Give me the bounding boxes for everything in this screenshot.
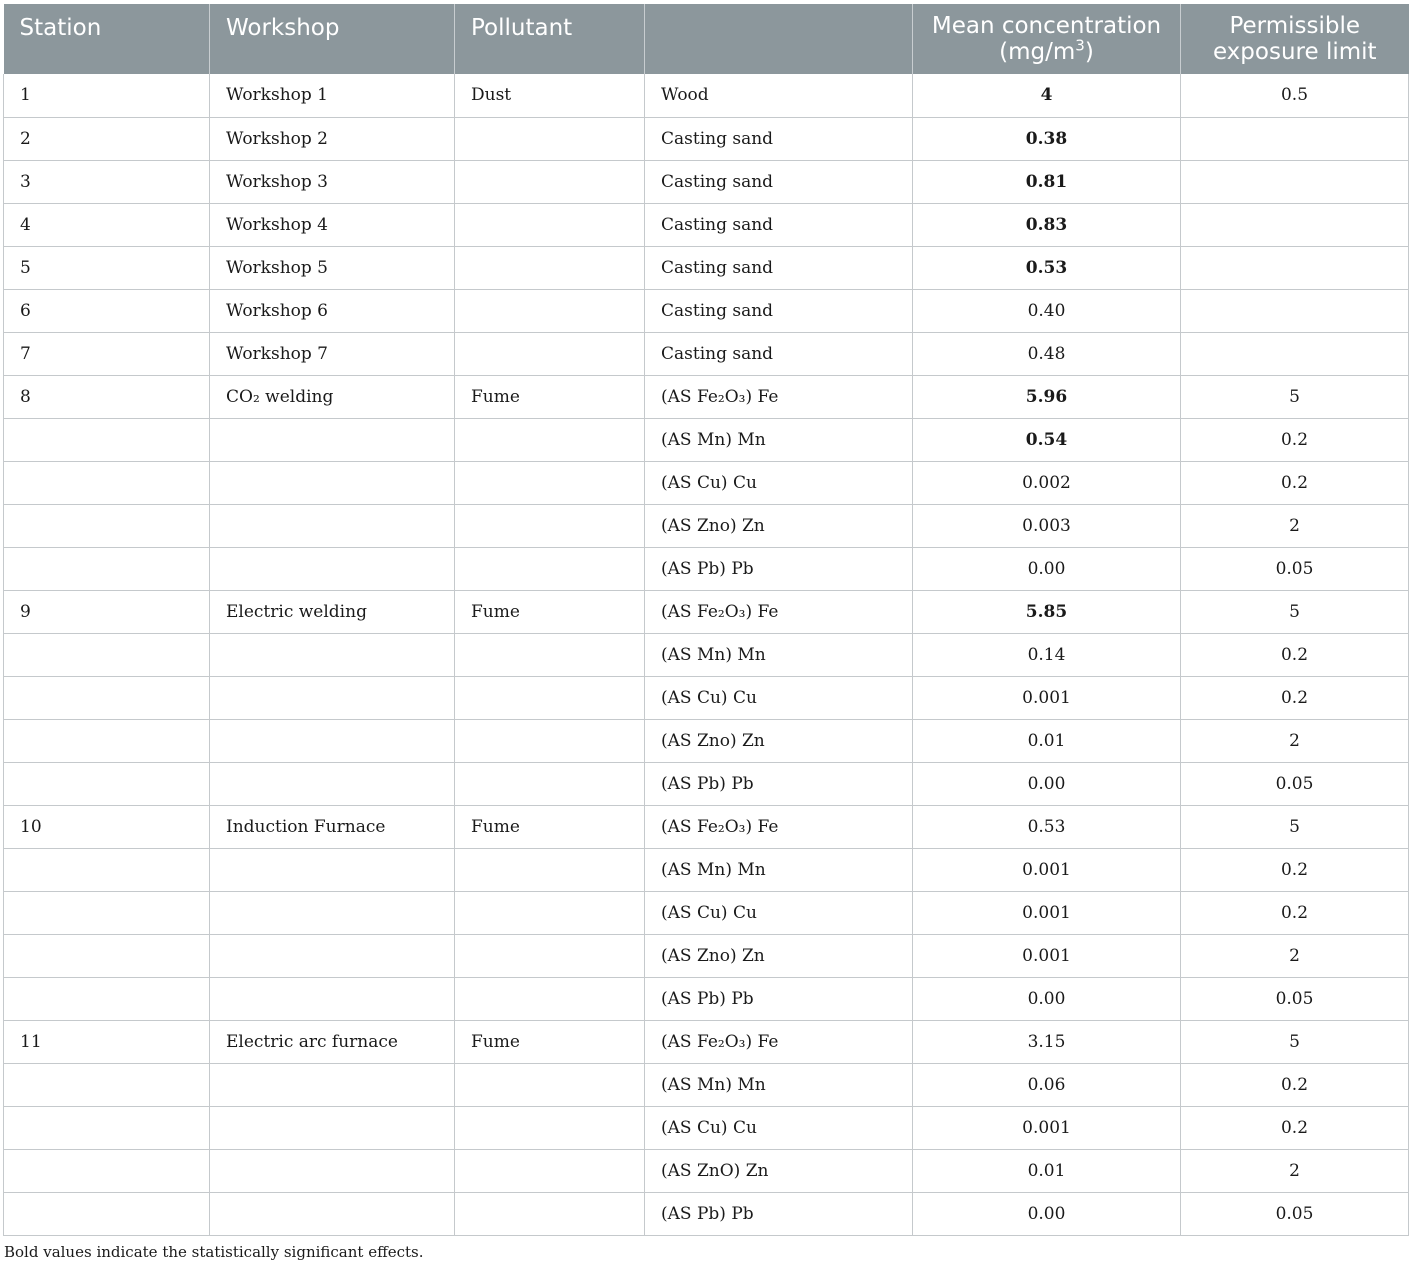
cell-station	[4, 762, 210, 805]
table-row	[4, 375, 1409, 418]
table-body	[4, 74, 1409, 1235]
cell-station	[4, 934, 210, 977]
cell-station: 7	[4, 332, 210, 375]
table-row	[4, 590, 1409, 633]
cell-limit: 0.2	[1181, 1063, 1409, 1106]
cell-pollutant	[455, 203, 645, 246]
cell-workshop: Workshop 4	[210, 203, 455, 246]
cell-station	[4, 1192, 210, 1235]
cell-concentration: 5.85	[913, 590, 1181, 633]
cell-limit: 0.2	[1181, 1106, 1409, 1149]
cell-agent: (AS Fe₂O₃) Fe	[645, 590, 913, 633]
cell-pollutant	[455, 719, 645, 762]
cell-agent: (AS Mn) Mn	[645, 1063, 913, 1106]
cell-station: 9	[4, 590, 210, 633]
cell-concentration: 0.001	[913, 891, 1181, 934]
cell-workshop: Workshop 1	[210, 74, 455, 117]
cell-workshop	[210, 762, 455, 805]
cell-limit: 2	[1181, 934, 1409, 977]
table-row	[4, 1192, 1409, 1235]
cell-limit	[1181, 160, 1409, 203]
cell-pollutant	[455, 332, 645, 375]
table-row	[4, 74, 1409, 117]
cell-workshop: Workshop 3	[210, 160, 455, 203]
cell-workshop	[210, 1063, 455, 1106]
cell-limit: 5	[1181, 590, 1409, 633]
cell-limit: 5	[1181, 805, 1409, 848]
cell-pollutant	[455, 547, 645, 590]
cell-agent: (AS Cu) Cu	[645, 676, 913, 719]
cell-station	[4, 547, 210, 590]
cell-pollutant	[455, 934, 645, 977]
cell-concentration: 0.53	[913, 246, 1181, 289]
cell-pollutant: Fume	[455, 375, 645, 418]
cell-workshop: CO₂ welding	[210, 375, 455, 418]
cell-concentration: 0.40	[913, 289, 1181, 332]
cell-pollutant	[455, 633, 645, 676]
cell-workshop	[210, 1192, 455, 1235]
table-row	[4, 676, 1409, 719]
cell-limit: 2	[1181, 719, 1409, 762]
header-agent	[645, 4, 913, 74]
cell-limit: 0.05	[1181, 547, 1409, 590]
cell-agent: (AS Fe₂O₃) Fe	[645, 375, 913, 418]
cell-agent: (AS Mn) Mn	[645, 418, 913, 461]
cell-station	[4, 1106, 210, 1149]
cell-concentration: 0.00	[913, 762, 1181, 805]
table-row	[4, 461, 1409, 504]
cell-workshop: Electric welding	[210, 590, 455, 633]
cell-station: 11	[4, 1020, 210, 1063]
table-row	[4, 977, 1409, 1020]
cell-agent: (AS Pb) Pb	[645, 762, 913, 805]
table-row	[4, 117, 1409, 160]
cell-workshop: Workshop 6	[210, 289, 455, 332]
cell-agent: (AS ZnO) Zn	[645, 1149, 913, 1192]
cell-pollutant	[455, 289, 645, 332]
cell-station	[4, 418, 210, 461]
cell-concentration: 0.001	[913, 934, 1181, 977]
cell-agent: (AS Zno) Zn	[645, 934, 913, 977]
cell-concentration: 0.53	[913, 805, 1181, 848]
cell-limit: 0.2	[1181, 676, 1409, 719]
cell-workshop	[210, 633, 455, 676]
cell-limit: 0.2	[1181, 418, 1409, 461]
cell-pollutant	[455, 246, 645, 289]
table-row	[4, 504, 1409, 547]
cell-agent: (AS Pb) Pb	[645, 547, 913, 590]
cell-pollutant	[455, 117, 645, 160]
cell-concentration: 0.003	[913, 504, 1181, 547]
table-row	[4, 1020, 1409, 1063]
cell-agent: Casting sand	[645, 160, 913, 203]
cell-agent: (AS Fe₂O₃) Fe	[645, 805, 913, 848]
table-row	[4, 332, 1409, 375]
cell-limit	[1181, 332, 1409, 375]
cell-workshop	[210, 1106, 455, 1149]
cell-agent: (AS Zno) Zn	[645, 504, 913, 547]
cell-concentration: 0.38	[913, 117, 1181, 160]
cell-station: 2	[4, 117, 210, 160]
cell-concentration: 0.54	[913, 418, 1181, 461]
cell-station: 4	[4, 203, 210, 246]
cell-limit: 0.2	[1181, 461, 1409, 504]
cell-limit: 0.2	[1181, 848, 1409, 891]
cell-limit: 0.5	[1181, 74, 1409, 117]
cell-concentration: 5.96	[913, 375, 1181, 418]
cell-workshop	[210, 848, 455, 891]
cell-workshop	[210, 504, 455, 547]
table-row	[4, 805, 1409, 848]
cell-pollutant	[455, 1063, 645, 1106]
cell-station	[4, 1063, 210, 1106]
cell-pollutant	[455, 676, 645, 719]
header-station: Station	[4, 4, 210, 74]
cell-pollutant	[455, 1149, 645, 1192]
cell-station: 10	[4, 805, 210, 848]
cell-limit: 0.05	[1181, 1192, 1409, 1235]
cell-agent: Casting sand	[645, 289, 913, 332]
table-row	[4, 719, 1409, 762]
cell-limit: 5	[1181, 1020, 1409, 1063]
cell-pollutant	[455, 762, 645, 805]
cell-station	[4, 848, 210, 891]
table-row	[4, 160, 1409, 203]
cell-workshop: Workshop 7	[210, 332, 455, 375]
cell-agent: (AS Fe₂O₃) Fe	[645, 1020, 913, 1063]
cell-concentration: 0.14	[913, 633, 1181, 676]
cell-station: 8	[4, 375, 210, 418]
cell-workshop: Electric arc furnace	[210, 1020, 455, 1063]
cell-workshop: Workshop 5	[210, 246, 455, 289]
cell-workshop	[210, 461, 455, 504]
table-row	[4, 289, 1409, 332]
cell-pollutant: Fume	[455, 1020, 645, 1063]
cell-station	[4, 504, 210, 547]
cell-workshop	[210, 547, 455, 590]
cell-limit: 2	[1181, 1149, 1409, 1192]
cell-limit	[1181, 289, 1409, 332]
cell-pollutant	[455, 160, 645, 203]
cell-pollutant	[455, 848, 645, 891]
cell-agent: (AS Cu) Cu	[645, 891, 913, 934]
cell-pollutant	[455, 891, 645, 934]
cell-concentration: 0.83	[913, 203, 1181, 246]
cell-concentration: 0.81	[913, 160, 1181, 203]
cell-station	[4, 977, 210, 1020]
cell-pollutant: Fume	[455, 805, 645, 848]
table-row	[4, 891, 1409, 934]
cell-station: 3	[4, 160, 210, 203]
cell-agent: (AS Mn) Mn	[645, 848, 913, 891]
cell-workshop	[210, 719, 455, 762]
cell-workshop	[210, 676, 455, 719]
table-row	[4, 762, 1409, 805]
cell-limit	[1181, 117, 1409, 160]
table-footnote: Bold values indicate the statistically significant effects.	[4, 1243, 424, 1261]
cell-workshop	[210, 977, 455, 1020]
cell-limit: 0.2	[1181, 891, 1409, 934]
cell-agent: Casting sand	[645, 332, 913, 375]
cell-station	[4, 676, 210, 719]
cell-concentration: 0.001	[913, 1106, 1181, 1149]
cell-pollutant: Fume	[455, 590, 645, 633]
header-workshop: Workshop	[210, 4, 455, 74]
cell-concentration: 0.48	[913, 332, 1181, 375]
cell-workshop	[210, 1149, 455, 1192]
cell-workshop: Induction Furnace	[210, 805, 455, 848]
cell-concentration: 0.002	[913, 461, 1181, 504]
table-row	[4, 418, 1409, 461]
table-header	[4, 4, 1409, 74]
cell-concentration: 0.01	[913, 719, 1181, 762]
cell-station: 5	[4, 246, 210, 289]
cell-limit: 0.2	[1181, 633, 1409, 676]
cell-station	[4, 461, 210, 504]
cell-concentration: 0.01	[913, 1149, 1181, 1192]
cell-station: 6	[4, 289, 210, 332]
cell-limit: 2	[1181, 504, 1409, 547]
cell-workshop	[210, 891, 455, 934]
cell-agent: (AS Cu) Cu	[645, 1106, 913, 1149]
table-row	[4, 1106, 1409, 1149]
cell-agent: (AS Pb) Pb	[645, 977, 913, 1020]
cell-pollutant: Dust	[455, 74, 645, 117]
cell-concentration: 0.001	[913, 676, 1181, 719]
cell-limit	[1181, 203, 1409, 246]
header-concentration	[913, 4, 1181, 74]
cell-concentration: 4	[913, 74, 1181, 117]
cell-agent: (AS Mn) Mn	[645, 633, 913, 676]
cell-station	[4, 1149, 210, 1192]
cell-concentration: 0.001	[913, 848, 1181, 891]
cell-station	[4, 633, 210, 676]
cell-station	[4, 719, 210, 762]
header-concentration-line1: Mean concentration	[931, 13, 1162, 39]
cell-agent: (AS Zno) Zn	[645, 719, 913, 762]
table-row	[4, 203, 1409, 246]
table-row	[4, 547, 1409, 590]
cell-limit: 0.05	[1181, 762, 1409, 805]
cell-pollutant	[455, 977, 645, 1020]
cell-workshop	[210, 934, 455, 977]
table-row	[4, 848, 1409, 891]
header-limit-line1: Permissible	[1229, 13, 1361, 39]
cell-agent: Casting sand	[645, 203, 913, 246]
cell-workshop: Workshop 2	[210, 117, 455, 160]
cell-agent: Casting sand	[645, 117, 913, 160]
table-row	[4, 246, 1409, 289]
cell-station: 1	[4, 74, 210, 117]
header-row	[4, 4, 1409, 74]
cell-limit	[1181, 246, 1409, 289]
cell-pollutant	[455, 461, 645, 504]
cell-concentration: 0.00	[913, 547, 1181, 590]
cell-concentration: 0.06	[913, 1063, 1181, 1106]
cell-pollutant	[455, 418, 645, 461]
cell-agent: (AS Cu) Cu	[645, 461, 913, 504]
header-limit	[1181, 4, 1409, 74]
header-pollutant: Pollutant	[455, 4, 645, 74]
cell-limit: 0.05	[1181, 977, 1409, 1020]
cell-pollutant	[455, 504, 645, 547]
cell-agent: Casting sand	[645, 246, 913, 289]
header-concentration-line2: $(mg/m^3)$	[999, 36, 1094, 65]
pollutant-table	[3, 4, 1409, 1236]
cell-workshop	[210, 418, 455, 461]
header-limit-line2: exposure limit	[1212, 39, 1377, 65]
table-row	[4, 1063, 1409, 1106]
cell-station	[4, 891, 210, 934]
table-row	[4, 633, 1409, 676]
cell-concentration: 3.15	[913, 1020, 1181, 1063]
cell-pollutant	[455, 1106, 645, 1149]
cell-pollutant	[455, 1192, 645, 1235]
cell-concentration: 0.00	[913, 1192, 1181, 1235]
cell-agent: Wood	[645, 74, 913, 117]
table-row	[4, 1149, 1409, 1192]
table-row	[4, 934, 1409, 977]
cell-agent: (AS Pb) Pb	[645, 1192, 913, 1235]
cell-limit: 5	[1181, 375, 1409, 418]
cell-concentration: 0.00	[913, 977, 1181, 1020]
